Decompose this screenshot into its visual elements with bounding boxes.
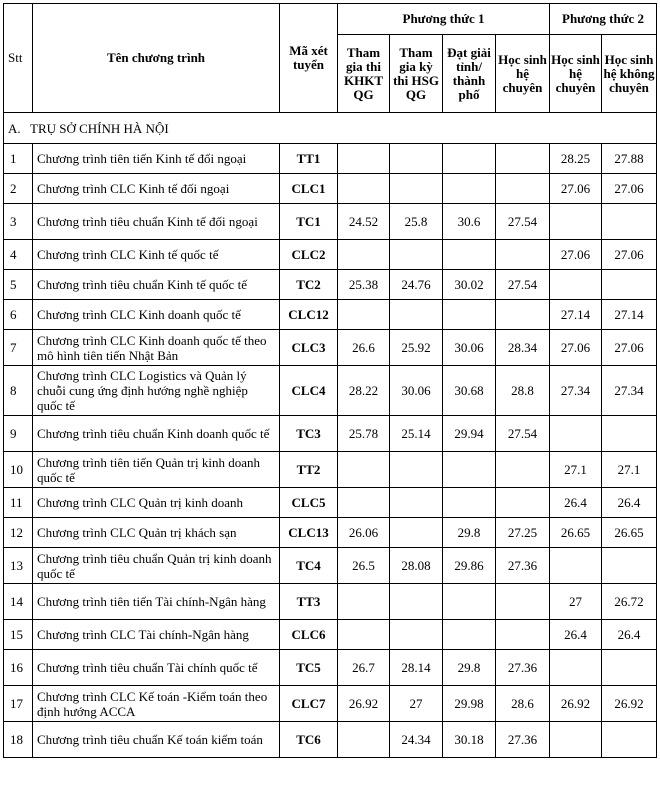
method1-score: 24.76 [390, 270, 443, 300]
method1-score [443, 144, 496, 174]
method1-score: 30.6 [443, 204, 496, 240]
table-row [4, 204, 657, 240]
method1-score [496, 174, 550, 204]
method2-score: 26.65 [602, 518, 657, 548]
admission-code: TC5 [280, 650, 338, 686]
table-row [4, 300, 657, 330]
admission-code: CLC4 [280, 366, 338, 416]
m1-col-header: Học sinh hệ chuyên [496, 35, 550, 113]
admission-code: CLC12 [280, 300, 338, 330]
table-row [4, 686, 657, 722]
admission-code: TT1 [280, 144, 338, 174]
program-name-header: Tên chương trình [33, 4, 280, 113]
table-row [4, 584, 657, 620]
row-stt: 3 [4, 204, 33, 240]
method2-score: 27.06 [550, 330, 602, 366]
table-row [4, 518, 657, 548]
method2-score: 26.4 [602, 620, 657, 650]
method1-score: 30.68 [443, 366, 496, 416]
method2-score: 26.4 [602, 488, 657, 518]
admission-code: TT3 [280, 584, 338, 620]
method1-score [390, 300, 443, 330]
program-name: Chương trình CLC Tài chính-Ngân hàng [33, 620, 280, 650]
method2-header: Phương thức 2 [550, 4, 657, 35]
method1-score [496, 620, 550, 650]
method2-score: 26.92 [550, 686, 602, 722]
method1-score [443, 174, 496, 204]
table-row [4, 144, 657, 174]
method2-score [550, 416, 602, 452]
method1-score: 28.22 [338, 366, 390, 416]
program-name: Chương trình tiên tiến Quản trị kinh doanh quốc tế [33, 452, 280, 488]
method2-score: 27.06 [602, 174, 657, 204]
m2-col-header: Học sinh hệ chuyên [550, 35, 602, 113]
program-name: Chương trình CLC Quản trị khách sạn [33, 518, 280, 548]
admission-code: TC4 [280, 548, 338, 584]
row-stt: 2 [4, 174, 33, 204]
method1-score [443, 584, 496, 620]
admission-code: TC1 [280, 204, 338, 240]
stt-header: Stt [4, 4, 33, 113]
program-name: Chương trình tiên tiến Kinh tế đối ngoại [33, 144, 280, 174]
admission-code: CLC13 [280, 518, 338, 548]
admission-code: TT2 [280, 452, 338, 488]
method1-score [390, 452, 443, 488]
row-stt: 7 [4, 330, 33, 366]
method1-score: 29.8 [443, 650, 496, 686]
method2-score [602, 650, 657, 686]
method1-score [496, 144, 550, 174]
method1-score [338, 722, 390, 758]
method1-score: 28.8 [496, 366, 550, 416]
method1-score [338, 620, 390, 650]
admission-code: CLC5 [280, 488, 338, 518]
method2-score [550, 270, 602, 300]
admission-code: TC6 [280, 722, 338, 758]
method1-score: 24.52 [338, 204, 390, 240]
method1-score: 25.14 [390, 416, 443, 452]
m1-col-header: Tham gia kỳ thi HSG QG [390, 35, 443, 113]
method2-score [602, 204, 657, 240]
row-stt: 12 [4, 518, 33, 548]
row-stt: 13 [4, 548, 33, 584]
program-name: Chương trình tiêu chuẩn Quản trị kinh doanh quốc tế [33, 548, 280, 584]
table-row [4, 620, 657, 650]
method1-score: 26.92 [338, 686, 390, 722]
method1-score: 25.8 [390, 204, 443, 240]
method1-score: 26.5 [338, 548, 390, 584]
method2-score [602, 722, 657, 758]
method1-score: 27 [390, 686, 443, 722]
section-title: TRỤ SỞ CHÍNH HÀ NỘI [30, 120, 169, 136]
method1-score [338, 584, 390, 620]
table-row [4, 416, 657, 452]
method2-score: 27.14 [602, 300, 657, 330]
row-stt: 5 [4, 270, 33, 300]
method2-score: 26.4 [550, 620, 602, 650]
method2-score: 27.34 [550, 366, 602, 416]
method1-score [443, 452, 496, 488]
method1-header: Phương thức 1 [338, 4, 550, 35]
row-stt: 14 [4, 584, 33, 620]
row-stt: 11 [4, 488, 33, 518]
method1-score [496, 300, 550, 330]
method1-score [338, 174, 390, 204]
method2-score [550, 548, 602, 584]
program-name: Chương trình CLC Kinh doanh quốc tế theo mô hình tiên tiến Nhật Bản [33, 330, 280, 366]
method1-score: 29.8 [443, 518, 496, 548]
method1-score [338, 452, 390, 488]
table-row [4, 270, 657, 300]
row-stt: 15 [4, 620, 33, 650]
program-name: Chương trình CLC Kinh tế đối ngoại [33, 174, 280, 204]
row-stt: 4 [4, 240, 33, 270]
method2-score [550, 204, 602, 240]
method1-score: 24.34 [390, 722, 443, 758]
row-stt: 8 [4, 366, 33, 416]
section-row [4, 113, 657, 144]
admission-code-header: Mã xét tuyển [280, 4, 338, 113]
program-name: Chương trình tiêu chuẩn Kinh doanh quốc tế [33, 416, 280, 452]
table-row [4, 240, 657, 270]
admission-code: CLC6 [280, 620, 338, 650]
method1-score: 25.38 [338, 270, 390, 300]
m1-col-header: Tham gia thi KHKT QG [338, 35, 390, 113]
table-row [4, 452, 657, 488]
method2-score [602, 416, 657, 452]
method1-score: 25.78 [338, 416, 390, 452]
method2-score: 27.06 [602, 330, 657, 366]
method1-score: 28.6 [496, 686, 550, 722]
method2-score: 27.06 [602, 240, 657, 270]
method1-score: 28.08 [390, 548, 443, 584]
method1-score: 29.98 [443, 686, 496, 722]
section-cell [4, 113, 657, 144]
method2-score: 27.88 [602, 144, 657, 174]
program-name: Chương trình CLC Logistics và Quản lý chuỗi cung ứng định hướng nghề nghiệp quốc tế [33, 366, 280, 416]
program-name: Chương trình tiên tiến Tài chính-Ngân hàng [33, 584, 280, 620]
method1-score: 26.7 [338, 650, 390, 686]
method2-score: 27.1 [602, 452, 657, 488]
admission-code: CLC7 [280, 686, 338, 722]
method1-score: 30.18 [443, 722, 496, 758]
admission-code: CLC1 [280, 174, 338, 204]
method1-score: 30.06 [390, 366, 443, 416]
method1-score: 29.94 [443, 416, 496, 452]
method1-score: 30.02 [443, 270, 496, 300]
section-letter: A. [8, 120, 21, 136]
table-row [4, 174, 657, 204]
method1-score [443, 488, 496, 518]
method2-score: 27.06 [550, 240, 602, 270]
admission-code: TC3 [280, 416, 338, 452]
method1-score: 28.34 [496, 330, 550, 366]
header-row-top [4, 4, 657, 35]
program-name: Chương trình CLC Kế toán -Kiểm toán theo định hướng ACCA [33, 686, 280, 722]
method2-score: 27.34 [602, 366, 657, 416]
table-row [4, 548, 657, 584]
method1-score: 29.86 [443, 548, 496, 584]
table-row [4, 722, 657, 758]
m2-col-header: Học sinh hệ không chuyên [602, 35, 657, 113]
method1-score: 27.54 [496, 204, 550, 240]
admission-score-table [3, 3, 657, 758]
admission-code: CLC2 [280, 240, 338, 270]
method2-score: 26.72 [602, 584, 657, 620]
method1-score [390, 240, 443, 270]
method2-score [550, 722, 602, 758]
method2-score: 28.25 [550, 144, 602, 174]
method1-score [390, 620, 443, 650]
method1-score: 27.36 [496, 722, 550, 758]
method1-score: 30.06 [443, 330, 496, 366]
method2-score: 27.14 [550, 300, 602, 330]
method2-score: 27.1 [550, 452, 602, 488]
method2-score: 27 [550, 584, 602, 620]
method1-score [496, 240, 550, 270]
row-stt: 10 [4, 452, 33, 488]
row-stt: 18 [4, 722, 33, 758]
method1-score: 27.25 [496, 518, 550, 548]
method2-score [550, 650, 602, 686]
method1-score [338, 144, 390, 174]
program-name: Chương trình tiêu chuẩn Kinh tế đối ngoại [33, 204, 280, 240]
method1-score: 27.54 [496, 270, 550, 300]
method1-score: 27.36 [496, 650, 550, 686]
table-row [4, 650, 657, 686]
program-name: Chương trình CLC Kinh doanh quốc tế [33, 300, 280, 330]
method1-score [443, 240, 496, 270]
method2-score: 26.92 [602, 686, 657, 722]
row-stt: 9 [4, 416, 33, 452]
program-name: Chương trình tiêu chuẩn Tài chính quốc tế [33, 650, 280, 686]
method1-score [496, 452, 550, 488]
row-stt: 1 [4, 144, 33, 174]
method1-score [390, 144, 443, 174]
method2-score: 26.4 [550, 488, 602, 518]
method2-score [602, 270, 657, 300]
method1-score [496, 584, 550, 620]
method1-score [443, 620, 496, 650]
table-row [4, 330, 657, 366]
program-name: Chương trình tiêu chuẩn Kinh tế quốc tế [33, 270, 280, 300]
row-stt: 6 [4, 300, 33, 330]
method1-score [390, 518, 443, 548]
admission-code: TC2 [280, 270, 338, 300]
program-name: Chương trình CLC Quản trị kinh doanh [33, 488, 280, 518]
method1-score [338, 240, 390, 270]
method2-score: 27.06 [550, 174, 602, 204]
method1-score [390, 174, 443, 204]
program-name: Chương trình CLC Kinh tế quốc tế [33, 240, 280, 270]
method1-score: 28.14 [390, 650, 443, 686]
table-row [4, 366, 657, 416]
method1-score: 27.36 [496, 548, 550, 584]
row-stt: 17 [4, 686, 33, 722]
method1-score [338, 488, 390, 518]
method1-score: 27.54 [496, 416, 550, 452]
method1-score [390, 584, 443, 620]
admission-code: CLC3 [280, 330, 338, 366]
row-stt: 16 [4, 650, 33, 686]
method1-score [443, 300, 496, 330]
method2-score: 26.65 [550, 518, 602, 548]
program-name: Chương trình tiêu chuẩn Kế toán kiểm toán [33, 722, 280, 758]
method1-score: 25.92 [390, 330, 443, 366]
table-row [4, 488, 657, 518]
method1-score [390, 488, 443, 518]
method1-score [496, 488, 550, 518]
method1-score: 26.06 [338, 518, 390, 548]
method1-score [338, 300, 390, 330]
method2-score [602, 548, 657, 584]
m1-col-header: Đạt giải tỉnh/ thành phố [443, 35, 496, 113]
method1-score: 26.6 [338, 330, 390, 366]
